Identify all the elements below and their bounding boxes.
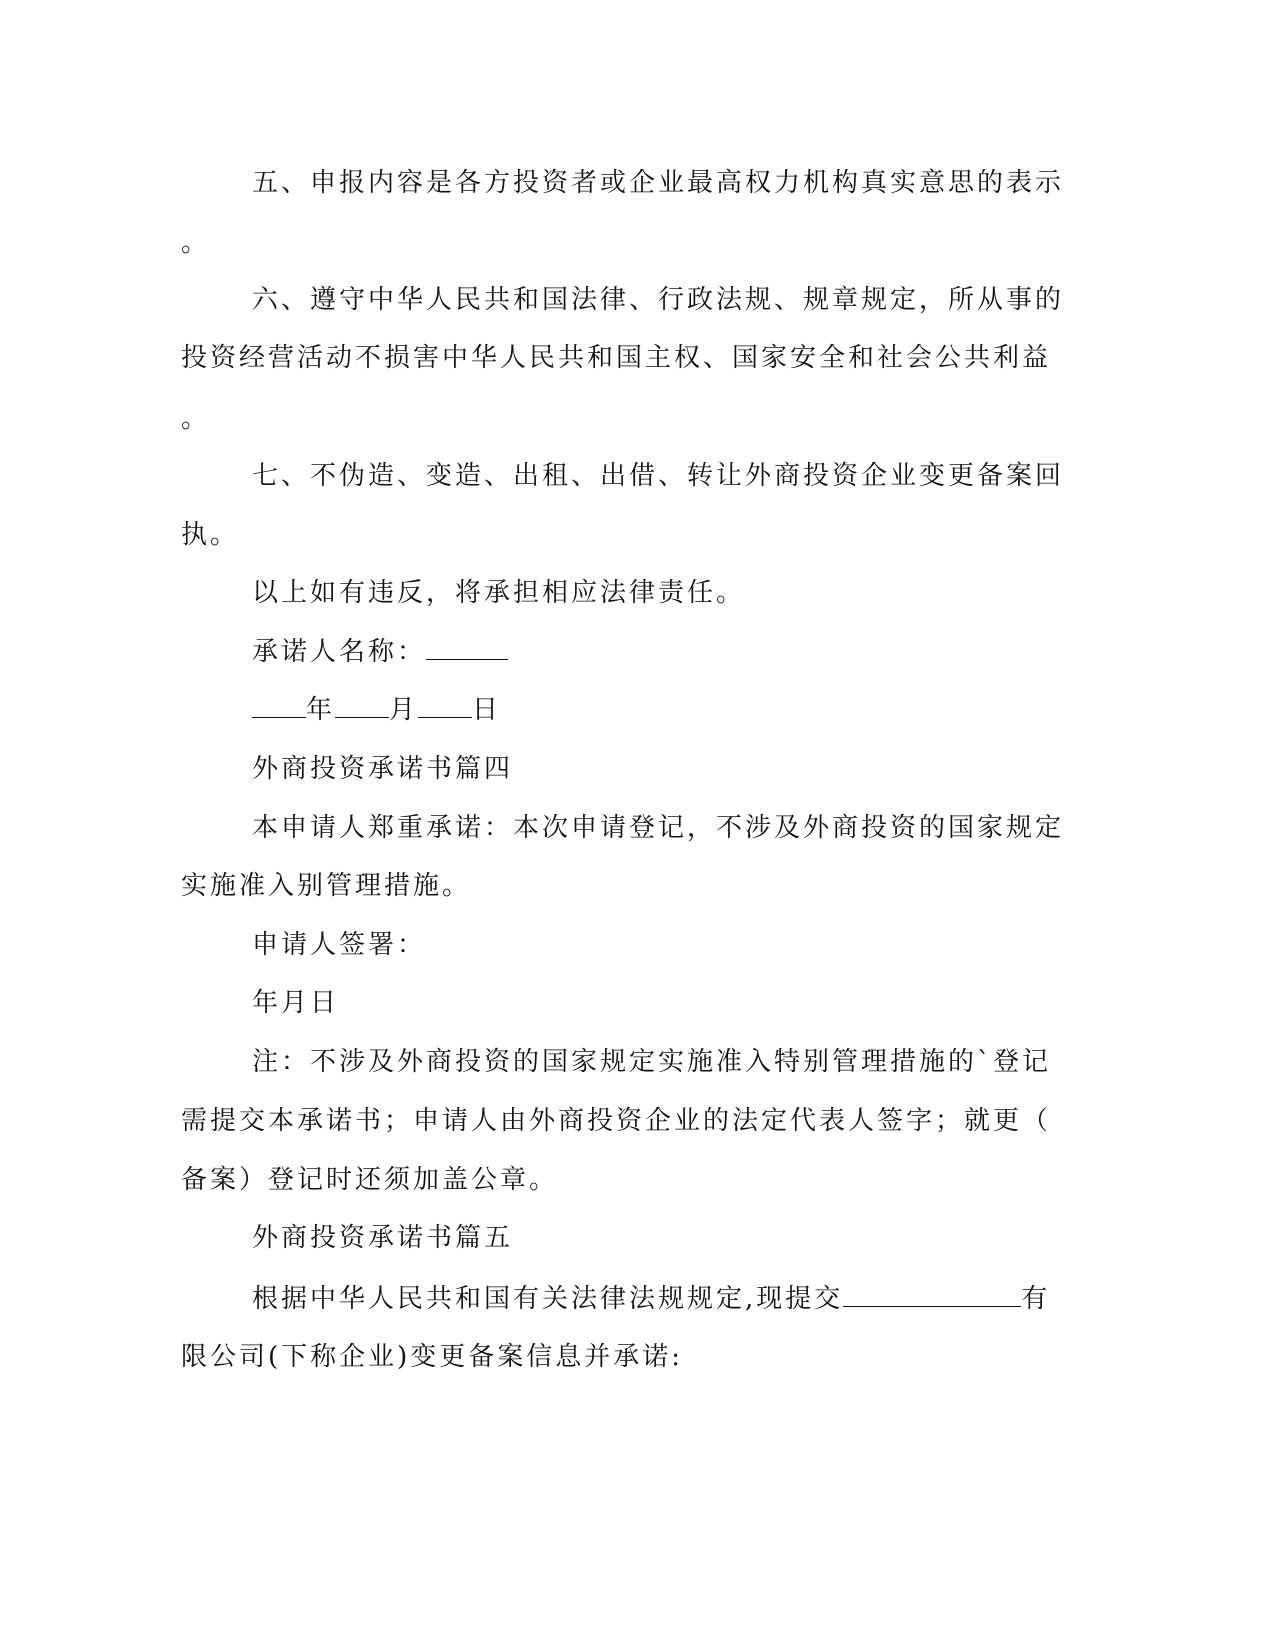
month-blank: [335, 693, 389, 718]
item7-line1: 七、不伪造、变造、出租、出借、转让外商投资企业变更备案回: [252, 461, 1065, 491]
month-label: 月: [389, 695, 419, 725]
section5-body-prefix: 根据中华人民共和国有关法律法规规定,现提交: [252, 1284, 844, 1314]
section4-note-line2: 需提交本承诺书；申请人由外商投资企业的法定代表人签字；就更（: [181, 1106, 1052, 1136]
section4-body-line1: 本申请人郑重承诺：本次申请登记，不涉及外商投资的国家规定: [252, 813, 1065, 843]
year-blank: [252, 693, 306, 718]
section4-signature-label: 申请人签署：: [252, 930, 427, 960]
section5-body-suffix: 有: [1021, 1284, 1051, 1314]
section4-title: 外商投资承诺书篇四: [252, 754, 514, 784]
section4-note-line1: 注：不涉及外商投资的国家规定实施准入特别管理措施的`登记: [252, 1047, 1052, 1077]
company-name-blank: [843, 1282, 1021, 1307]
item5-line1: 五、申报内容是各方投资者或企业最高权力机构真实意思的表示: [252, 168, 1065, 198]
promisor-name-blank: [426, 635, 508, 660]
section4-note-line3: 备案）登记时还须加盖公章。: [181, 1165, 559, 1195]
promisor-name-row: [252, 635, 508, 669]
year-label: 年: [306, 695, 336, 725]
promisor-label: 承诺人名称：: [252, 637, 427, 667]
day-label: 日: [472, 695, 502, 725]
section4-body-line2: 实施准入别管理措施。: [181, 871, 472, 901]
item6-line3: 。: [181, 404, 211, 434]
day-blank: [418, 693, 472, 718]
item6-line1: 六、遵守中华人民共和国法律、行政法规、规章规定，所从事的: [252, 285, 1065, 315]
item6-line2: 投资经营活动不损害中华人民共和国主权、国家安全和社会公共利益: [181, 343, 1052, 373]
section4-date-text: 年月日: [252, 988, 340, 1018]
item7-line2: 执。: [181, 520, 240, 550]
date-line: [252, 693, 501, 727]
section5-title: 外商投资承诺书篇五: [252, 1223, 514, 1253]
section5-body-line1: [252, 1282, 1050, 1316]
violation-note: 以上如有违反，将承担相应法律责任。: [252, 578, 746, 608]
section5-body-line2: 限公司(下称企业)变更备案信息并承诺:: [181, 1342, 684, 1372]
item5-line2: 。: [181, 228, 211, 258]
